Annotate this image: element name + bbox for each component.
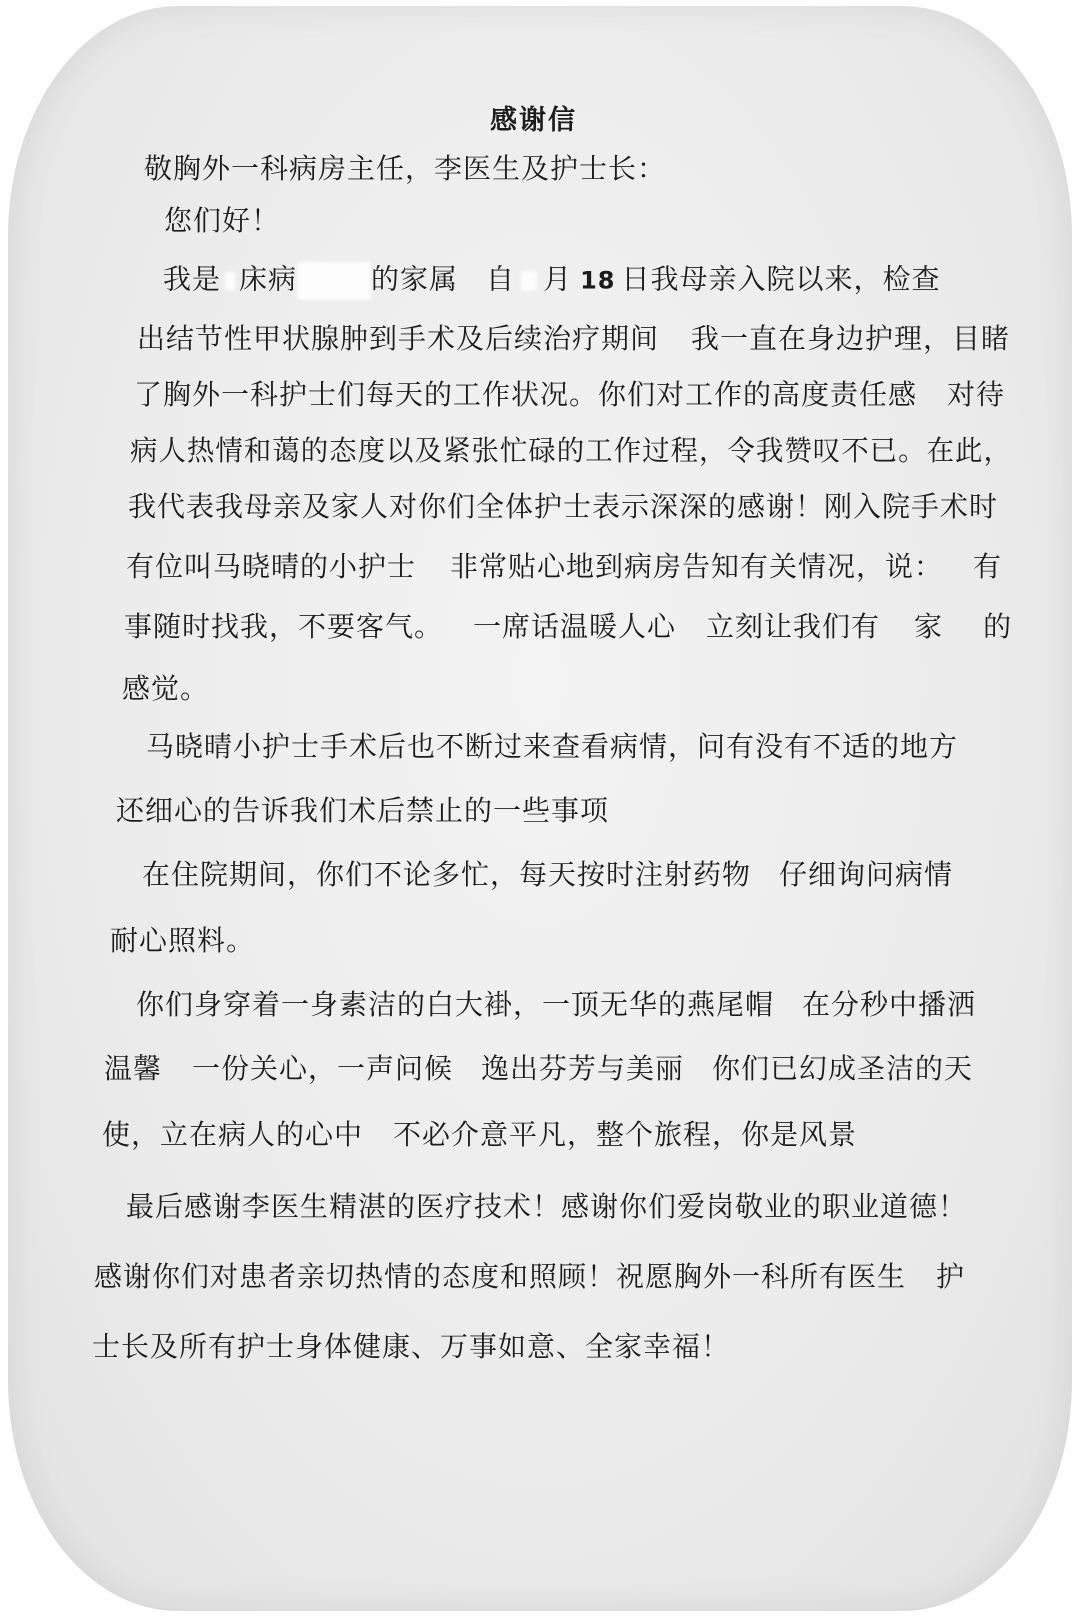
p1-l7-text: 事随时找我，不要客气。 — [124, 610, 444, 643]
p1-l7-text: 家 — [914, 610, 944, 643]
p2-line-2: 还细心的告诉我们术后禁止的一些事项 — [116, 794, 610, 827]
salutation: 敬胸外一科病房主任，李医生及护士长： — [144, 152, 667, 185]
p2-line-1: 马晓晴小护士手术后也不断过来查看病情，问有没有不适的地方 — [146, 730, 959, 763]
p4-line-2 — [104, 1052, 973, 1086]
p1-l7-text: 的 — [983, 610, 1013, 643]
p1-line-2 — [137, 322, 1010, 356]
p5-line-2 — [94, 1260, 965, 1294]
p1-line-4: 病人热情和蔼的态度以及紧张忙碌的工作过程，令我赞叹不已。在此， — [130, 434, 1012, 467]
p3-line-1 — [142, 858, 953, 892]
p1-line-6 — [126, 550, 1002, 584]
p1-l1-text: 月 — [543, 262, 573, 296]
p4-l1-text: 在分秒中播洒 — [802, 988, 977, 1021]
p1-l6-text: 有位叫马晓晴的小护士 — [126, 550, 417, 583]
p3-l1-text: 仔细询问病情 — [779, 858, 954, 891]
p1-line-5: 我代表我母亲及家人对你们全体护士表示深深的感谢！刚入院手术时 — [128, 490, 999, 523]
p1-l1-text: 的家属 — [371, 262, 459, 296]
p1-line-7 — [124, 610, 1012, 644]
p1-l2-text: 我一直在身边护理，目睹 — [691, 322, 1011, 355]
p1-l3-text: 了胸外一科护士们每天的工作状况。你们对工作的高度责任感 — [134, 378, 918, 411]
p4-l3-text: 不必介意平凡，整个旅程，你是风景 — [393, 1118, 858, 1151]
p3-l1-text: 在住院期间，你们不论多忙，每天按时注射药物 — [142, 858, 752, 891]
p4-line-3 — [102, 1118, 857, 1152]
p1-line-3 — [134, 378, 1005, 412]
p4-l1-text: 你们身穿着一身素洁的白大褂，一顶无华的燕尾帽 — [136, 988, 775, 1021]
p4-l2-text: 温馨 — [104, 1052, 163, 1085]
p4-l3-text: 使，立在病人的心中 — [102, 1118, 364, 1151]
p5-l2-text: 护 — [936, 1260, 966, 1293]
p1-l7-text: 一席话温暖人心 — [473, 610, 677, 643]
p1-line-8: 感觉。 — [122, 672, 210, 705]
p4-l2-text: 一份关心，一声问候 — [192, 1052, 454, 1085]
greeting: 您们好！ — [164, 204, 281, 237]
redaction-mark — [297, 262, 371, 300]
p1-l6-text: 非常贴心地到病房告知有关情况，说： — [450, 550, 944, 583]
p1-l1-text: 床病 — [239, 262, 298, 296]
p4-line-1 — [136, 988, 976, 1022]
admission-day: 18 — [580, 266, 616, 295]
p4-l2-text: 逸出芬芳与美丽 — [481, 1052, 685, 1085]
letter-title: 感谢信 — [490, 105, 577, 136]
p1-l1-text: 日我母亲入院以来，检查 — [621, 262, 941, 296]
redaction-mark — [521, 271, 537, 291]
p1-l1-text: 自 — [486, 262, 516, 296]
p5-line-1: 最后感谢李医生精湛的医疗技术！感谢你们爱岗敬业的职业道德！ — [126, 1190, 968, 1223]
p1-line-1 — [163, 262, 941, 300]
p1-l3-text: 对待 — [947, 378, 1006, 411]
p1-l2-text: 出结节性甲状腺肿到手术及后续治疗期间 — [137, 322, 660, 355]
p5-l2-text: 感谢你们对患者亲切热情的态度和照顾！祝愿胸外一科所有医生 — [94, 1260, 907, 1293]
p1-l6-text: 有 — [973, 550, 1003, 583]
p1-l7-text: 立刻让我们有 — [706, 610, 881, 643]
p5-line-3: 士长及所有护士身体健康、万事如意、全家幸福！ — [92, 1330, 731, 1363]
p3-line-2: 耐心照料。 — [110, 924, 256, 957]
letter-paper — [8, 6, 1072, 1611]
redaction-mark — [225, 272, 235, 290]
p1-l1-text: 我是 — [163, 262, 222, 296]
p4-l2-text: 你们已幻成圣洁的天 — [712, 1052, 974, 1085]
